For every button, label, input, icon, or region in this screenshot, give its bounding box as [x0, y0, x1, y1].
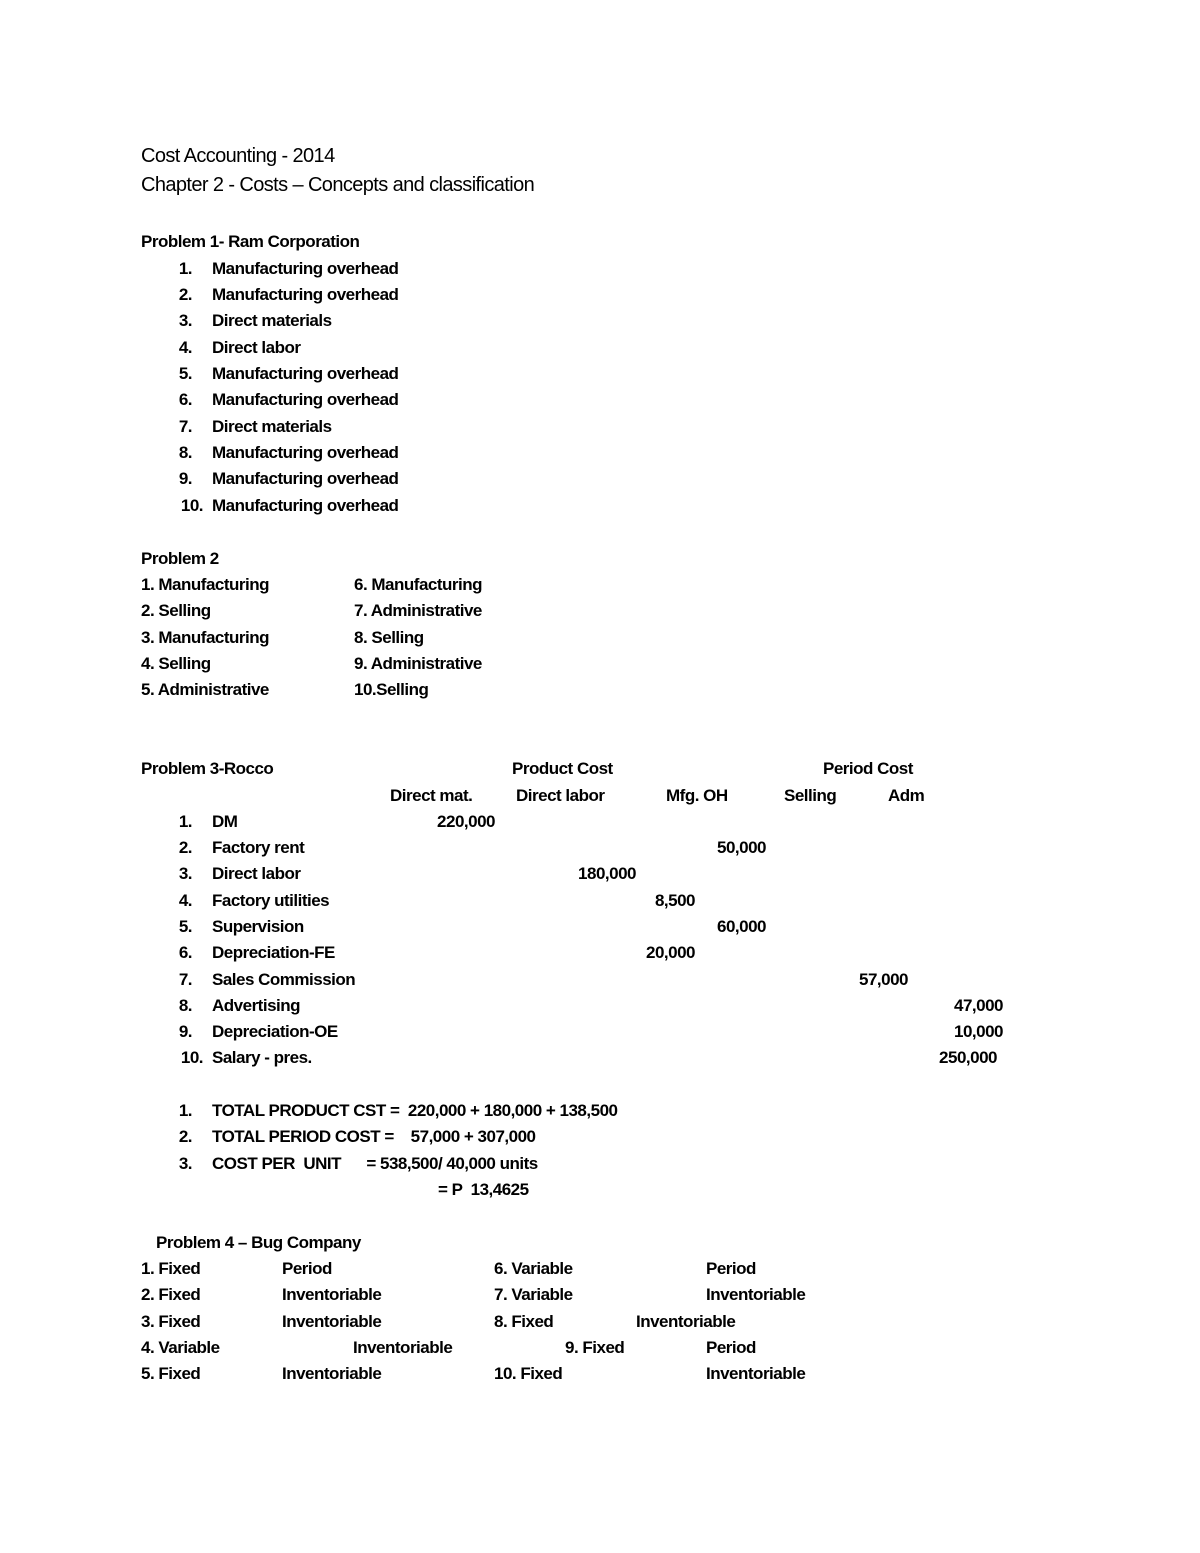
list-item: Manufacturing overhead [212, 469, 399, 488]
period-cost-heading: Period Cost [823, 759, 913, 778]
row-label: Sales Commission [212, 970, 356, 989]
problem2-item: 10.Selling [354, 680, 429, 699]
list-item-number: 10. [180, 496, 203, 515]
problem3-title: Problem 3-Rocco [141, 759, 274, 778]
problem4-cell: 6. Variable [494, 1259, 573, 1278]
problem4-cell: Inventoriable [282, 1285, 382, 1304]
list-item: Direct materials [212, 311, 332, 330]
list-item-number: 9. [178, 469, 192, 488]
row-number: 4. [178, 891, 192, 910]
row-number: 2. [178, 838, 192, 857]
problem4-cell: 7. Variable [494, 1285, 573, 1304]
list-item: Direct labor [212, 338, 301, 357]
list-item-number: 8. [178, 443, 192, 462]
row-value: 50,000 [717, 838, 766, 857]
list-item: Manufacturing overhead [212, 443, 399, 462]
list-item-number: 6. [178, 390, 192, 409]
problem2-item: 5. Administrative [141, 680, 269, 699]
problem4-cell: Inventoriable [282, 1312, 382, 1331]
list-item-number: 1. [178, 259, 192, 278]
list-item-number: 5. [178, 364, 192, 383]
summary-number: 3. [178, 1154, 192, 1173]
problem4-cell: 1. Fixed [141, 1259, 201, 1278]
problem4-cell: Inventoriable [636, 1312, 736, 1331]
summary-result: = P 13,4625 [438, 1180, 529, 1199]
row-number: 9. [178, 1022, 192, 1041]
column-header: Direct labor [516, 786, 605, 805]
problem4-cell: Inventoriable [706, 1285, 806, 1304]
problem2-item: 9. Administrative [354, 654, 482, 673]
row-label: Factory utilities [212, 891, 330, 910]
list-item: Manufacturing overhead [212, 364, 399, 383]
problem4-cell: Inventoriable [282, 1364, 382, 1383]
problem2-item: 7. Administrative [354, 601, 482, 620]
list-item-number: 4. [178, 338, 192, 357]
row-label: Depreciation-FE [212, 943, 335, 962]
row-value: 57,000 [859, 970, 908, 989]
problem4-cell: 5. Fixed [141, 1364, 201, 1383]
problem4-cell: 2. Fixed [141, 1285, 201, 1304]
summary-number: 2. [178, 1127, 192, 1146]
summary-line: TOTAL PERIOD COST = 57,000 + 307,000 [212, 1127, 536, 1146]
row-value: 250,000 [939, 1048, 997, 1067]
row-label: DM [212, 812, 238, 831]
row-number: 1. [178, 812, 192, 831]
problem4-cell: 4. Variable [141, 1338, 220, 1357]
list-item: Manufacturing overhead [212, 259, 399, 278]
row-label: Depreciation-OE [212, 1022, 338, 1041]
list-item-number: 2. [178, 285, 192, 304]
problem2-title: Problem 2 [141, 549, 219, 568]
list-item: Manufacturing overhead [212, 390, 399, 409]
document-title: Cost Accounting - 2014 [141, 145, 335, 167]
problem1-title: Problem 1- Ram Corporation [141, 232, 360, 251]
row-value: 60,000 [717, 917, 766, 936]
row-value: 220,000 [437, 812, 495, 831]
row-label: Supervision [212, 917, 304, 936]
list-item: Manufacturing overhead [212, 496, 399, 515]
column-header: Mfg. OH [666, 786, 728, 805]
row-label: Direct labor [212, 864, 301, 883]
product-cost-heading: Product Cost [512, 759, 613, 778]
problem4-title: Problem 4 – Bug Company [156, 1233, 361, 1252]
list-item-number: 7. [178, 417, 192, 436]
list-item: Direct materials [212, 417, 332, 436]
row-label: Advertising [212, 996, 301, 1015]
column-header: Selling [784, 786, 837, 805]
problem4-cell: Period [706, 1338, 756, 1357]
summary-line: TOTAL PRODUCT CST = 220,000 + 180,000 + 138,500 [212, 1101, 618, 1120]
problem4-cell: Period [282, 1259, 332, 1278]
summary-number: 1. [178, 1101, 192, 1120]
problem4-cell: 8. Fixed [494, 1312, 554, 1331]
row-number: 6. [178, 943, 192, 962]
row-value: 180,000 [578, 864, 636, 883]
row-number: 7. [178, 970, 192, 989]
problem4-cell: Period [706, 1259, 756, 1278]
row-label: Factory rent [212, 838, 305, 857]
list-item: Manufacturing overhead [212, 285, 399, 304]
problem4-cell: 10. Fixed [494, 1364, 563, 1383]
problem2-item: 2. Selling [141, 601, 211, 620]
row-number: 8. [178, 996, 192, 1015]
row-number: 3. [178, 864, 192, 883]
column-header: Adm [888, 786, 925, 805]
summary-line: COST PER UNIT = 538,500/ 40,000 units [212, 1154, 538, 1173]
problem4-cell: 3. Fixed [141, 1312, 201, 1331]
problem4-cell: 9. Fixed [565, 1338, 625, 1357]
problem2-item: 6. Manufacturing [354, 575, 483, 594]
problem2-item: 3. Manufacturing [141, 628, 270, 647]
problem2-item: 1. Manufacturing [141, 575, 270, 594]
row-number: 5. [178, 917, 192, 936]
problem4-cell: Inventoriable [706, 1364, 806, 1383]
list-item-number: 3. [178, 311, 192, 330]
problem2-item: 8. Selling [354, 628, 424, 647]
row-value: 47,000 [954, 996, 1003, 1015]
row-value: 10,000 [954, 1022, 1003, 1041]
row-value: 20,000 [646, 943, 695, 962]
chapter-title: Chapter 2 - Costs – Concepts and classification [141, 174, 535, 196]
row-value: 8,500 [654, 891, 695, 910]
row-label: Salary - pres. [212, 1048, 312, 1067]
problem4-cell: Inventoriable [353, 1338, 453, 1357]
problem2-item: 4. Selling [141, 654, 211, 673]
row-number: 10. [180, 1048, 203, 1067]
column-header: Direct mat. [390, 786, 473, 805]
